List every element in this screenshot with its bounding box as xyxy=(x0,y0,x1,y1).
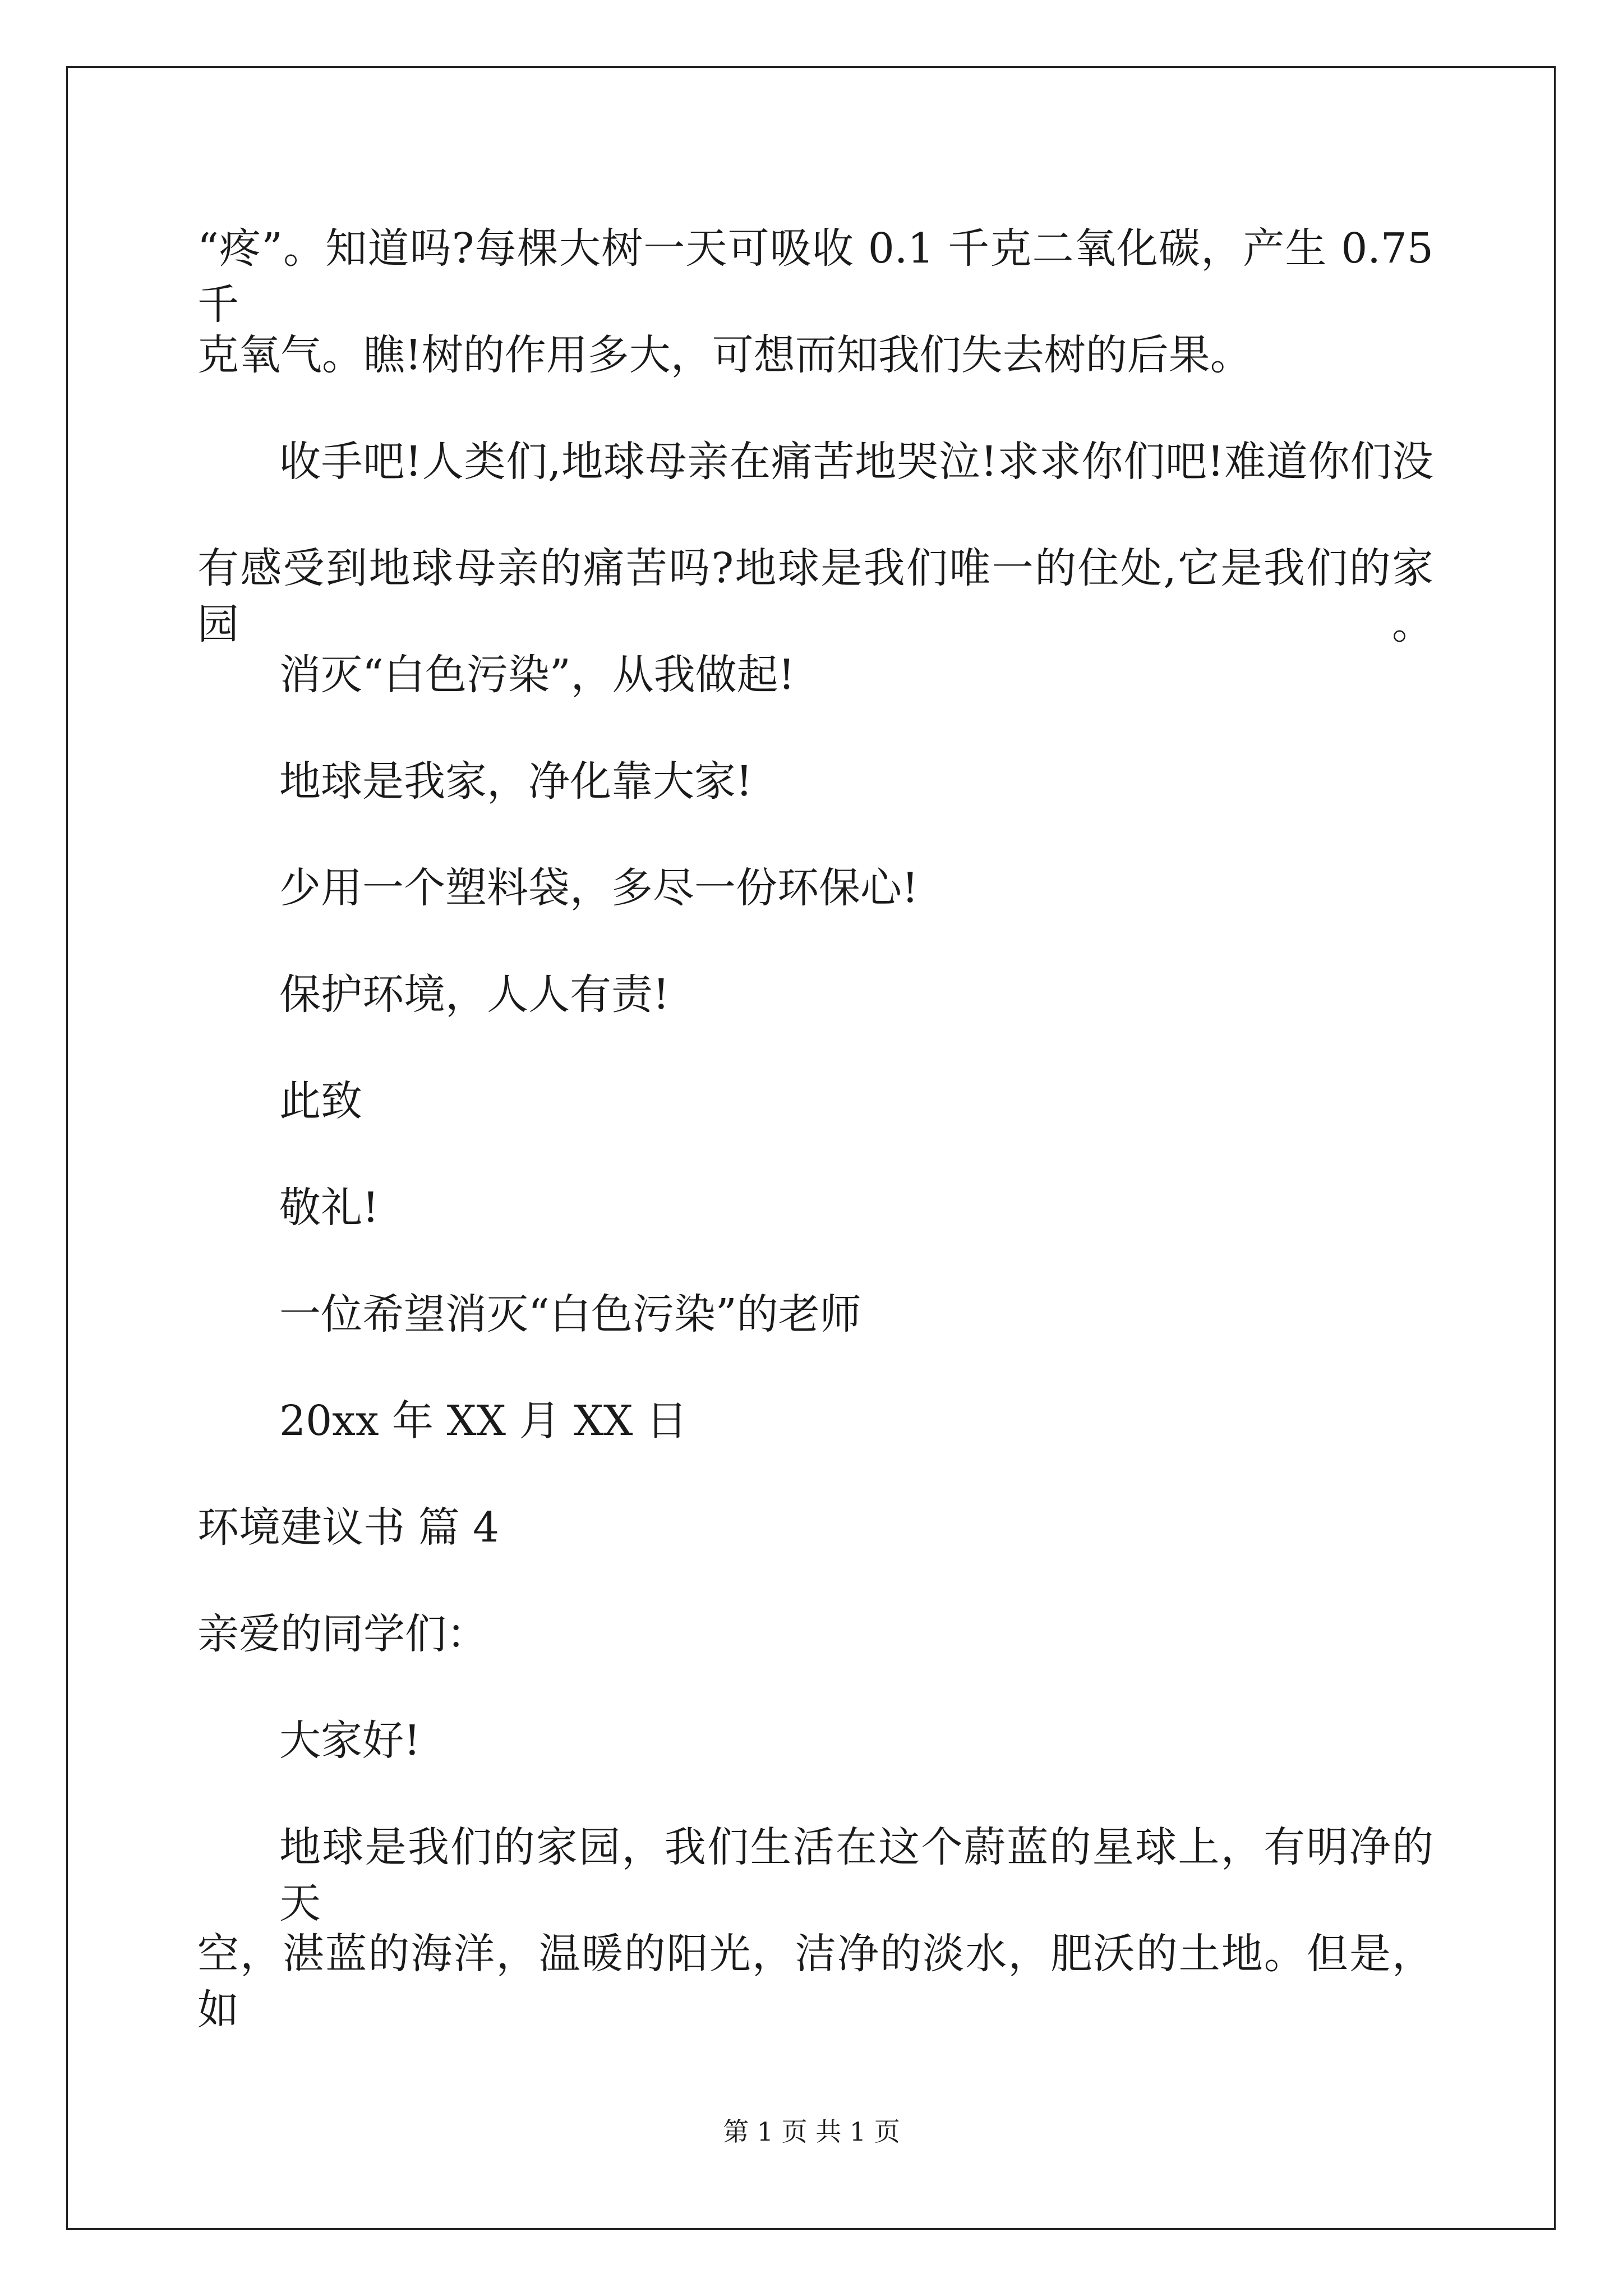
text-line-2: 克氧气。瞧!树的作用多大，可想而知我们失去树的后果。 xyxy=(197,331,1252,379)
text-line-16: 地球是我们的家园，我们生活在这个蔚蓝的星球上，有明净的天 xyxy=(279,1823,1433,1927)
date-line: 20xx 年 XX 月 XX 日 xyxy=(279,1397,688,1445)
slogan-line-2: 地球是我家，净化靠大家! xyxy=(279,757,753,806)
signature: 一位希望消灭“白色污染”的老师 xyxy=(279,1290,861,1338)
greeting-hello: 大家好! xyxy=(279,1717,421,1765)
slogan-line-3: 少用一个塑料袋，多尽一份环保心! xyxy=(279,864,919,912)
page-footer: 第 1 页 共 1 页 xyxy=(723,2116,900,2147)
closing-salutation: 此致 xyxy=(279,1077,362,1125)
section-heading: 环境建议书 篇 4 xyxy=(197,1503,500,1552)
text-line-17: 空，湛蓝的海洋，温暖的阳光，洁净的淡水，肥沃的土地。但是，如 xyxy=(197,1930,1433,2034)
slogan-line-1: 消灭“白色污染”，从我做起! xyxy=(279,651,795,699)
greeting: 亲爱的同学们： xyxy=(197,1610,488,1658)
closing-regards: 敬礼! xyxy=(279,1184,379,1232)
slogan-line-4: 保护环境，人人有责! xyxy=(279,970,670,1019)
text-line-3: 收手吧!人类们,地球母亲在痛苦地哭泣!求求你们吧!难道你们没 xyxy=(279,438,1433,486)
text-line-1: “疼”。知道吗?每棵大树一天可吸收 0.1 千克二氧化碳，产生 0.75 千 xyxy=(197,224,1433,329)
text-line-4: 有感受到地球母亲的痛苦吗?地球是我们唯一的住处,它是我们的家园。 xyxy=(197,544,1433,648)
